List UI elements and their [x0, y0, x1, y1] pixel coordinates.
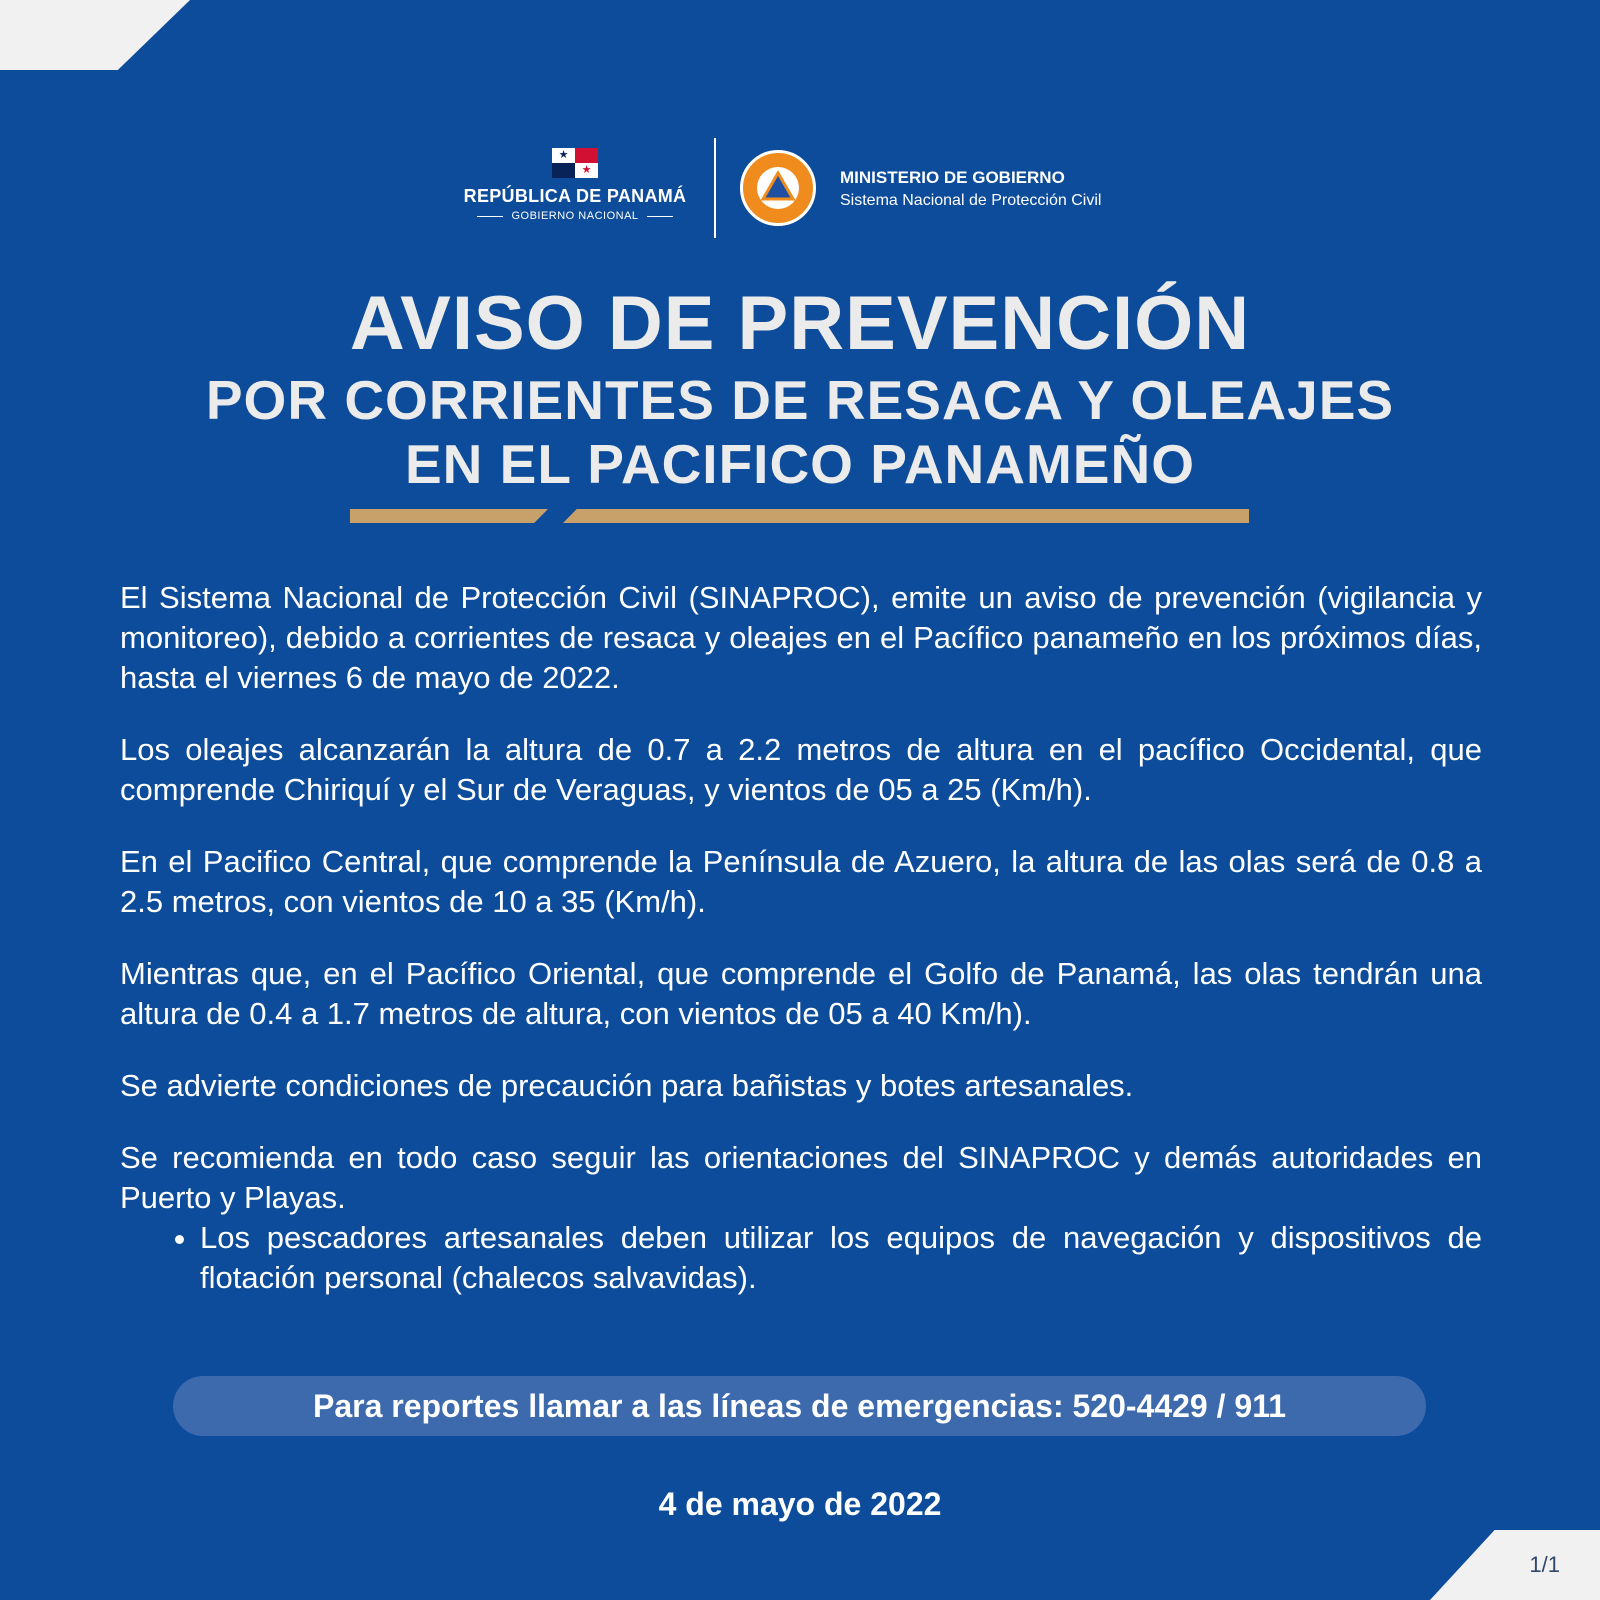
page-title: AVISO DE PREVENCIÓN	[349, 281, 1251, 366]
agency-name: Sistema Nacional de Protección Civil	[840, 192, 1102, 209]
emergency-call-bar: Para reportes llamar a las líneas de emergencias: 520-4429 / 911	[173, 1376, 1426, 1436]
recommendation-list	[120, 1218, 1482, 1298]
title-underline-short	[350, 509, 548, 523]
government-label: GOBIERNO NACIONAL	[458, 210, 692, 222]
paragraph-eastern-pacific: Mientras que, en el Pacífico Oriental, que comprende el Golfo de Panamá, las olas tendrán una altura de 0.4 a 1.7 metros de altura, con vientos de 05 a 40 Km/h).	[120, 956, 1482, 1031]
paragraph-caution: Se advierte condiciones de precaución para bañistas y botes artesanales.	[120, 1068, 1134, 1103]
title-underline-long	[563, 509, 1249, 523]
issue-date: 4 de mayo de 2022	[658, 1486, 942, 1522]
ministry-name: MINISTERIO DE GOBIERNO	[840, 168, 1065, 187]
list-item: • Los pescadores artesanales deben utilizar los equipos de navegación y dispositivos de flotación personal (chalecos salvavidas).	[200, 1218, 1482, 1298]
paragraph-intro: El Sistema Nacional de Protección Civil (SINAPROC), emite un aviso de prevención (vigilancia y monitoreo), debido a corrientes de resaca y oleajes en el Pacífico panameño en los próximos días, hasta el viernes 6 de mayo de 2022.	[120, 580, 1482, 695]
corner-decoration-top-left	[0, 0, 190, 70]
paragraph-central-pacific: En el Pacifico Central, que comprende la Península de Azuero, la altura de las olas será de 0.8 a 2.5 metros, con vientos de 10 a 35 (Km/h).	[120, 844, 1482, 919]
paragraph-recommendation: Se recomienda en todo caso seguir las orientaciones del SINAPROC y demás autoridades en Puerto y Playas.	[120, 1140, 1482, 1215]
header-logos	[0, 138, 1600, 238]
page-subtitle-line-1: POR CORRIENTES DE RESACA Y OLEAJES	[205, 369, 1395, 431]
republic-logo	[458, 148, 692, 222]
notice-body	[120, 578, 1482, 1298]
panama-flag-icon: ★ ★	[552, 148, 598, 178]
page-subtitle-line-2: EN EL PACIFICO PANAMEÑO	[405, 433, 1195, 495]
republic-name: REPÚBLICA DE PANAMÁ	[463, 186, 687, 206]
paragraph-western-pacific: Los oleajes alcanzarán la altura de 0.7 a 2.2 metros de altura en el pacífico Occidental, que comprende Chiriquí y el Sur de Veraguas, y vientos de 05 a 25 (Km/h).	[120, 732, 1482, 807]
ministry-block	[840, 168, 1101, 210]
corner-decoration-bottom-right	[1430, 1530, 1600, 1600]
header-divider	[714, 138, 716, 238]
sinaproc-seal-icon	[740, 150, 816, 226]
page-number: 1/1	[1529, 1552, 1560, 1577]
